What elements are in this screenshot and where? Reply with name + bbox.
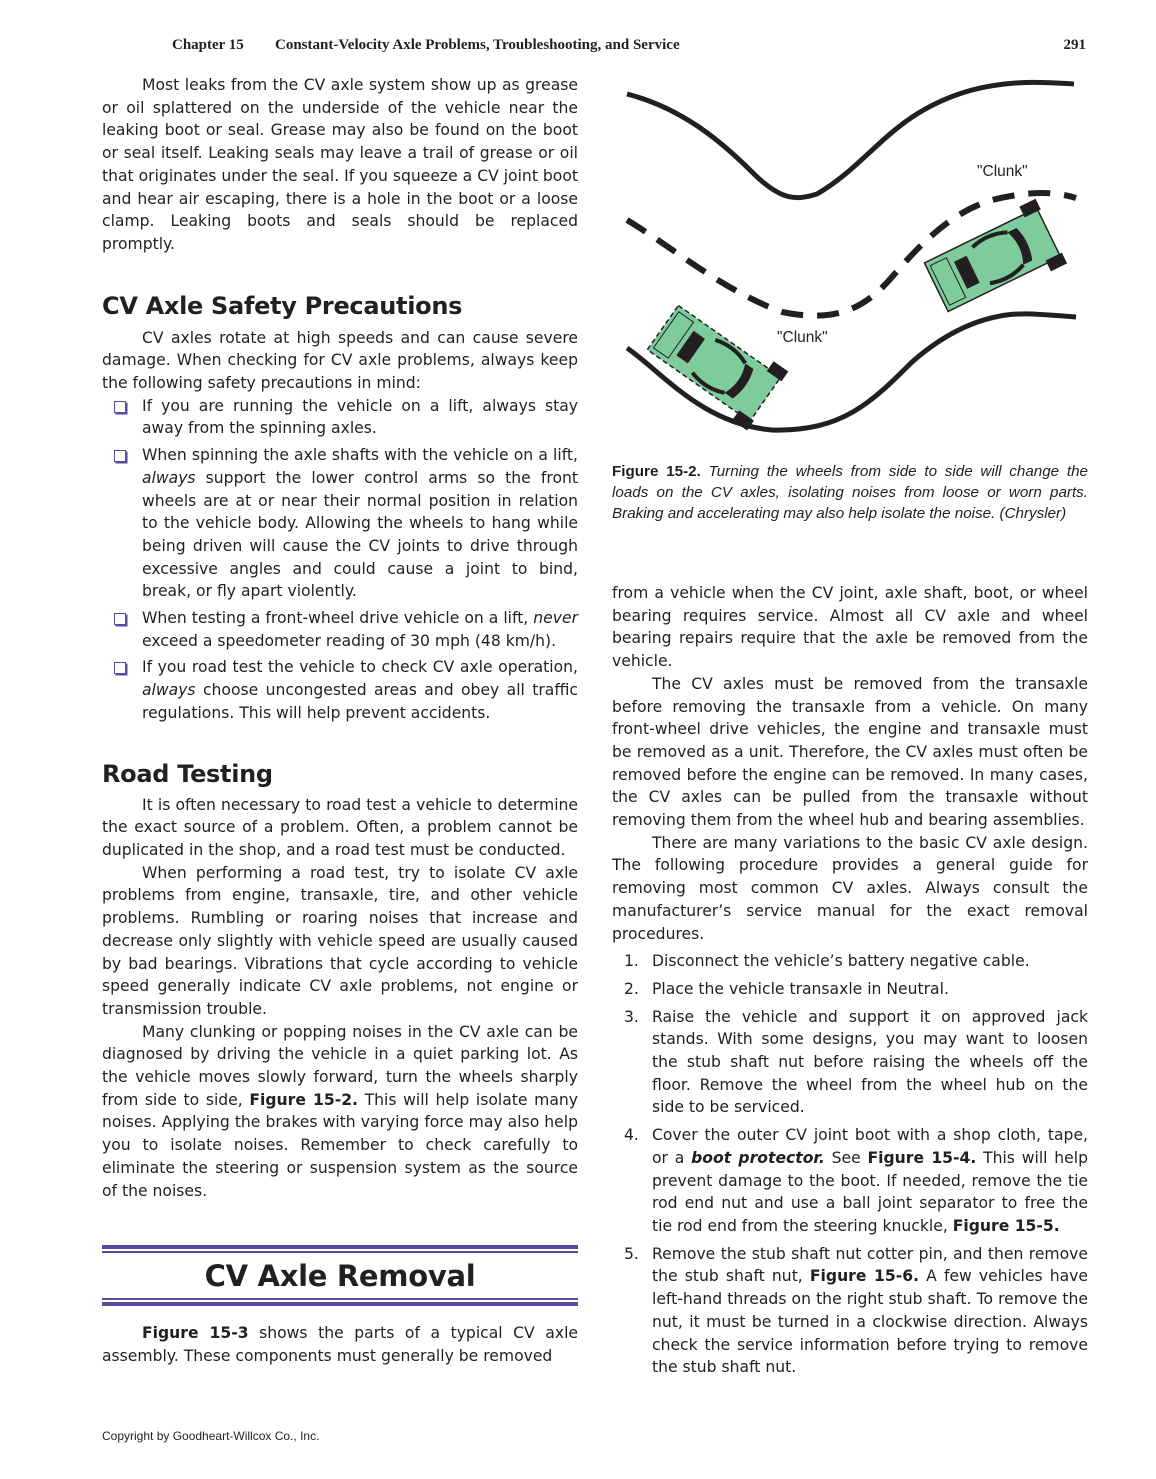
section-heading-safety: CV Axle Safety Precautions xyxy=(102,291,463,320)
section-heading-road-testing: Road Testing xyxy=(102,759,273,788)
figure-reference: Figure 15-5. xyxy=(952,1216,1060,1235)
running-head xyxy=(172,37,1086,59)
removal-steps-list xyxy=(612,950,1088,1379)
page-number: 291 xyxy=(1063,37,1086,53)
removal-paragraph-1: Figure 15-3 shows the parts of a typical CV axle assembly. These components must generally be removed xyxy=(102,1324,578,1365)
right-paragraph-2: The CV axles must be removed from the transaxle before removing the transaxle from a vehicle. On many front-wheel drive vehicles, the engine and transaxle must be removed as a unit. Therefore, the CV axles must often be removed before the engine can be removed. In many cases, the CV axles can be pulled from the transaxle without removing them from the wheel hub and bearing assemblies. xyxy=(612,674,1088,830)
left-column xyxy=(102,74,578,1368)
road-testing-paragraph-2: When performing a road test, try to isolate CV axle problems from engine, transaxle, tire, and other vehicle problems. Rumbling or roaring noises that increase and decrease only slightly with vehicle speed are usually caused by bad bearings. Vibrations that cycle according to vehicle speed generally indicate CV axle problems, not engine or transmission trouble. xyxy=(102,863,578,1018)
bullet-item: If you road test the vehicle to check CV axle operation, always choose uncongested areas and obey all traffic regulations. This will help prevent accidents. xyxy=(102,656,578,724)
chapter-title: Constant-Velocity Axle Problems, Troubleshooting, and Service xyxy=(275,37,680,53)
right-column xyxy=(612,582,1088,1384)
figure-caption-text: Turning the wheels from side to side will change the loads on the CV axles, isolating noises from loose or worn parts. Braking and accelerating may also help isolate the noise. (Chrysler) xyxy=(612,463,1088,522)
step-number: 1. xyxy=(624,952,639,971)
road-testing-paragraph-1: It is often necessary to road test a vehicle to determine the exact source of a problem. Often, a problem cannot be duplicated in the shop, and a road test must be conducted. xyxy=(102,795,578,859)
major-heading-block xyxy=(102,1245,578,1306)
figure-15-2-illustration xyxy=(612,72,1088,452)
figure-reference: Figure 15-4. xyxy=(867,1148,977,1167)
step-item: 1. Disconnect the vehicle’s battery negative cable. xyxy=(612,950,1088,973)
clunk-label-bottom: "Clunk" xyxy=(777,329,828,346)
step-item: 2. Place the vehicle transaxle in Neutral. xyxy=(612,978,1088,1001)
checkbox-bullet-icon xyxy=(114,450,126,462)
right-paragraph-3: There are many variations to the basic CV axle design. The following procedure provides a general guide for removing most common CV axles. Always consult the manufacturer’s service manual for the exact removal procedures. xyxy=(612,833,1088,943)
step-item: 5. Remove the stub shaft nut cotter pin, and then remove the stub shaft nut, Figure 15-6. A few vehicles have left-hand threads on the right stub shaft. To remove the nut, it must be turned in a clockwise direction. Always check the service information before trying to remove the stub shaft nut. xyxy=(624,1244,1088,1377)
intro-paragraph: Most leaks from the CV axle system show up as grease or oil splattered on the underside of the vehicle near the leaking boot or seal. Grease may also be found on the boot or seal itself. Leaking seals may leave a trail of grease or oil that originates under the seal. If you squeeze a CV joint boot and hear air escaping, there is a hole in the boot or a loose clamp. Leaking boots and seals should be replaced promptly. xyxy=(102,76,578,253)
road-edge-top xyxy=(627,82,1074,197)
step-number: 3. xyxy=(624,1007,639,1026)
road-testing-paragraph-3: Many clunking or popping noises in the CV axle can be diagnosed by driving the vehicle in a quiet parking lot. As the vehicle moves slowly forward, turn the wheels sharply from side to side, Figure 15-2. This will help isolate many noises. Applying the brakes with varying force may also help you to isolate noises. Remember to check carefully to eliminate the steering or suspension system as the source of the noises. xyxy=(102,1022,578,1200)
step-item: 4. Cover the outer CV joint boot with a shop cloth, tape, or a boot protector. See Figure 15-4. This will help prevent damage to the boot. If needed, remove the tie rod end nut and use a ball joint separator to free the tie rod end from the steering knuckle, Figure 15-5. xyxy=(624,1126,1088,1235)
bullet-item: If you are running the vehicle on a lift, always stay away from the spinning axles. xyxy=(102,395,578,440)
bullet-item: When testing a front-wheel drive vehicle on a lift, never exceed a speedometer reading of 30 mph (48 km/h). xyxy=(102,607,578,652)
car-right-icon xyxy=(920,199,1067,320)
safety-bullet-list xyxy=(102,395,578,725)
figure-caption xyxy=(612,461,1088,524)
bullet-item: When spinning the axle shafts with the vehicle on a lift, always support the lower control arms so the front wheels are at or near their normal position in relation to the vehicle body. Allowing the wheels to hang while being driven will cause the CV joints to drive through excessive angles and could cause a joint to bind, break, or fly apart violently. xyxy=(102,444,578,603)
figure-reference: Figure 15-6. xyxy=(809,1267,919,1286)
continued-paragraph: from a vehicle when the CV joint, axle shaft, boot, or wheel bearing requires service. Almost all CV axle and wheel bearing repairs require that the axle be removed from the vehicle. xyxy=(612,584,1088,671)
copyright-footer: Copyright by Goodheart-Willcox Co., Inc. xyxy=(102,1429,320,1443)
step-number: 4. xyxy=(624,1126,639,1145)
clunk-label-top: "Clunk" xyxy=(977,163,1028,180)
key-term: boot protector. xyxy=(691,1148,825,1167)
step-number: 5. xyxy=(624,1244,639,1263)
safety-intro: CV axles rotate at high speeds and can cause severe damage. When checking for CV axle problems, always keep the following safety precautions in mind: xyxy=(102,328,578,393)
major-heading-cv-axle-removal: CV Axle Removal xyxy=(204,1259,476,1294)
figure-reference: Figure 15-2. xyxy=(249,1090,358,1109)
car-left-icon xyxy=(642,298,788,430)
step-item: 3. Raise the vehicle and support it on approved jack stands. With some designs, you may want to loosen the stub shaft nut before raising the wheels off the floor. Remove the wheel from the wheel hub on the side to be serviced. xyxy=(624,1007,1088,1117)
figure-reference: Figure 15-3 xyxy=(142,1324,249,1343)
chapter-number: Chapter 15 xyxy=(172,37,244,53)
checkbox-bullet-icon xyxy=(114,613,126,625)
bottom-rule-thick xyxy=(102,1302,578,1306)
figure-caption-label: Figure 15-2. xyxy=(612,463,701,480)
step-number: 2. xyxy=(624,979,639,998)
checkbox-bullet-icon xyxy=(114,662,126,674)
checkbox-bullet-icon xyxy=(114,401,126,413)
road-diagram xyxy=(612,72,1088,452)
